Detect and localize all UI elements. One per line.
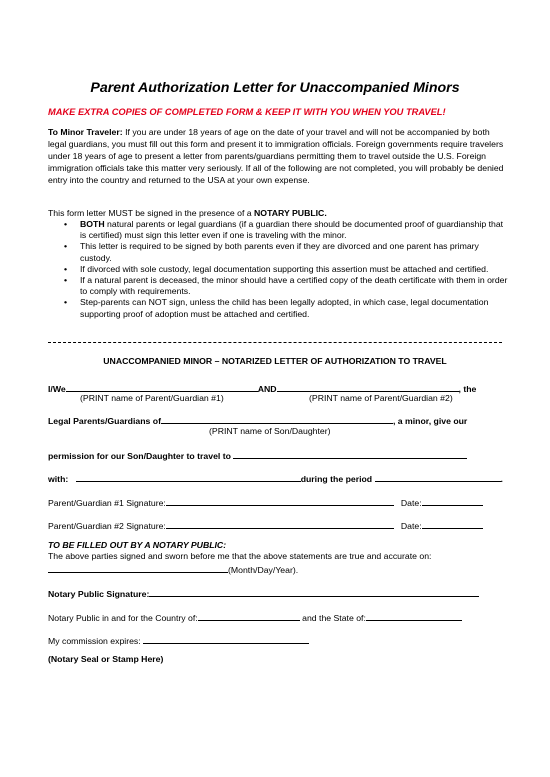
signature1-field[interactable] (166, 496, 394, 506)
notary-seal-label: (Notary Seal or Stamp Here) (48, 654, 164, 664)
dashed-divider (48, 342, 502, 343)
notary-country-label: Notary Public in and for the Country of: (48, 613, 198, 623)
notary-jurisdiction-row (48, 611, 502, 623)
date2-label: Date: (400, 521, 422, 531)
list-item-text: Step-parents can NOT sign, unless the child has been legally adopted, in which case, legal documentation supporting proof of adoption must be attached and certified. (80, 297, 489, 319)
intro-text: If you are under 18 years of age on the date of your travel and will not be accompanied by both legal guardians, you must fill out this form and present it to immigration officials. Foreign governments require travelers under 18 years of age to present a letter from parents/guardians permitting them to travel outside the U.S. Foreign immigration officials take this matter very seriously. If all of the following are not completed, you will probably be denied entry into the country and returned to the USA at your own expense. (48, 127, 504, 186)
list-item (48, 241, 510, 263)
with-label: with: (48, 474, 69, 484)
child-hint: (PRINT name of Son/Daughter) (209, 426, 331, 436)
commission-label: My commission expires: (48, 636, 144, 646)
notary-requirement-text: This form letter MUST be signed in the presence of a (48, 208, 255, 218)
during-label: during the period (300, 474, 373, 484)
list-item-text: If a natural parent is deceased, the minor should have a certified copy of the death certificate with them in order to comply with requirements. (80, 275, 508, 297)
date1-field[interactable] (422, 496, 483, 506)
child-name-field[interactable] (161, 414, 393, 424)
notary-requirement-emphasis: NOTARY PUBLIC. (254, 208, 327, 218)
page-title: Parent Authorization Letter for Unaccompanied Minors (90, 80, 460, 96)
signature2-label: Parent/Guardian #2 Signature: (48, 521, 166, 531)
signature2-row (48, 519, 502, 531)
destination-row (48, 449, 502, 461)
permission-label: permission for our Son/Daughter to travel to (48, 451, 231, 461)
and-label: AND (257, 384, 277, 394)
guardian1-hint: (PRINT name of Parent/Guardian #1) (80, 393, 224, 403)
notary-signature-label: Notary Public Signature: (48, 589, 150, 599)
destination-field[interactable] (233, 449, 467, 459)
list-item-text: This letter is required to be signed by both parents even if they are divorced and one parent has primary custody. (80, 241, 479, 263)
minor-give-label: , a minor, give our (392, 416, 468, 426)
companion-row (48, 472, 502, 484)
intro-label: To Minor Traveler: (48, 127, 123, 137)
notary-date-hint: (Month/Day/Year). (228, 565, 299, 575)
signature1-label: Parent/Guardian #1 Signature: (48, 498, 166, 508)
notary-state-field[interactable] (366, 611, 462, 621)
list-item-text: If divorced with sole custody, legal documentation supporting this assertion must be attached and certified. (80, 263, 489, 274)
notary-state-label: and the State of: (299, 613, 366, 623)
notary-sworn-text: The above parties signed and sworn before me that the above statements are true and accurate on: (48, 551, 432, 561)
iwe-label: I/We (48, 384, 66, 394)
list-item (48, 219, 510, 241)
requirements-list (48, 219, 510, 320)
commission-row (48, 634, 502, 646)
notary-signature-field[interactable] (149, 587, 479, 597)
signature2-field[interactable] (166, 519, 394, 529)
form-heading: UNACCOMPANIED MINOR – NOTARIZED LETTER OF AUTHORIZATION TO TRAVEL (103, 356, 447, 366)
commission-field[interactable] (143, 634, 309, 644)
guardian2-hint: (PRINT name of Parent/Guardian #2) (309, 393, 453, 403)
list-item (48, 297, 510, 319)
list-item (48, 275, 510, 297)
date2-field[interactable] (422, 519, 483, 529)
list-item-emphasis: BOTH (80, 219, 105, 229)
guardian1-name-field[interactable] (66, 382, 258, 392)
child-row (48, 414, 502, 426)
period-end: . (500, 474, 503, 484)
guardian2-name-field[interactable] (277, 382, 459, 392)
companion-field[interactable] (76, 472, 301, 482)
notary-date-row (48, 563, 502, 575)
notary-signature-row (48, 587, 502, 599)
list-item (48, 264, 510, 275)
legal-parents-label: Legal Parents/Guardians of (48, 416, 161, 426)
notary-heading: TO BE FILLED OUT BY A NOTARY PUBLIC: (48, 540, 227, 550)
list-item-text: natural parents or legal guardians (if a guardian there should be documented proof of guardianship that is certified) must sign this letter even if one is traveling with the minor. (80, 219, 504, 241)
notary-date-field[interactable] (48, 563, 228, 573)
signature1-row (48, 496, 502, 508)
travel-period-field[interactable] (375, 472, 501, 482)
date1-label: Date: (400, 498, 422, 508)
notary-requirement (48, 207, 327, 219)
intro-paragraph (48, 126, 508, 186)
notary-country-field[interactable] (198, 611, 300, 621)
the-label: , the (458, 384, 477, 394)
copies-warning: MAKE EXTRA COPIES OF COMPLETED FORM & KEEP IT WITH YOU WHEN YOU TRAVEL! (48, 107, 446, 117)
